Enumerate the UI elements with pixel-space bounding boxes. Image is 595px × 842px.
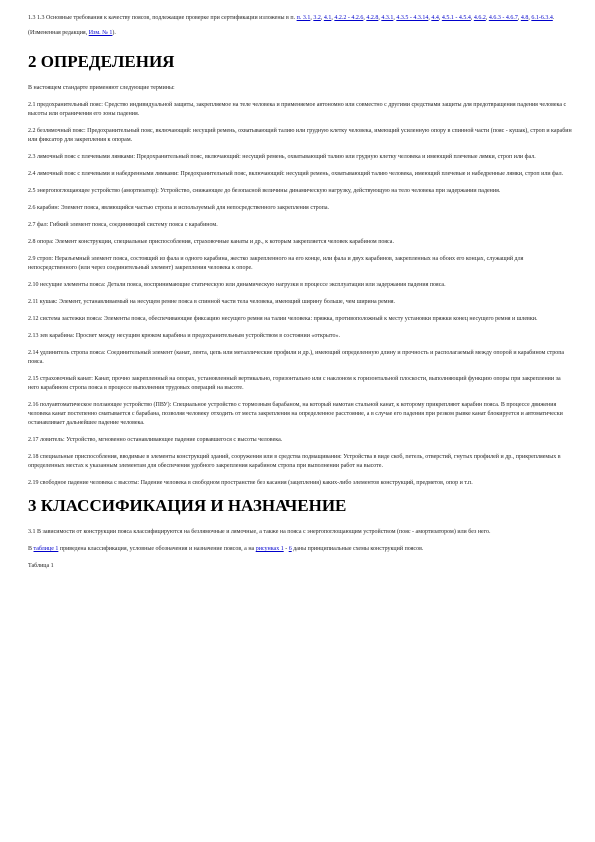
p2-dash: - (285, 546, 288, 552)
definition-term: предохранительный пояс: (37, 102, 103, 108)
ref-link-2[interactable]: 3.2 (313, 15, 321, 21)
definition-text: Элемент конструкции, специальные приспособления, страховочные канаты и др., к которым закрепляется человек карабином пояса. (55, 239, 394, 245)
definition-item (28, 298, 573, 307)
section-3-heading: 3 КЛАССИФИКАЦИЯ И НАЗНАЧЕНИЕ (28, 496, 347, 515)
definition-term: кушак: (39, 299, 58, 305)
definition-text: Элемент, устанавливаемый на несущем ремне пояса в спинной части тела человека, имеющий ширину больше, чем ширина ремня. (58, 299, 396, 305)
change-note-link[interactable]: Изм. № 1 (88, 30, 113, 36)
definition-item (28, 153, 573, 162)
definition-term: страховочный канат: (40, 376, 93, 382)
p2-mid: приведена классификация, условные обозначения и назначение поясов, а на (59, 546, 255, 552)
ref-link-11[interactable]: 4.6.3 - 4.6.7 (488, 15, 518, 21)
intro-paragraph: 1.3 1.3 Основные требования к качеству поясов, подлежащие проверке при сертификации изложены в п. п. 3.1, 3.2, 4.1, 4.2.2 - 4.2.6, 4.2.8, 4.3.1, 4.3.5 - 4.3.14, 4.4, 4.5.1 - 4.5.4, 4.6.2, 4.6.3 - 4.6.7, 4.8, 6.1-6.3.4. (28, 15, 555, 21)
definition-number: 2.5 (28, 188, 36, 194)
table-1-link[interactable]: таблице 1 (33, 546, 59, 552)
ref-link-7[interactable]: 4.3.5 - 4.3.14 (396, 15, 429, 21)
definition-item (28, 315, 573, 324)
definition-text: Устройство, мгновенно останавливающее падение сорвавшегося с высоты человека. (66, 437, 283, 443)
ref-link-9[interactable]: 4.5.1 - 4.5.4 (441, 15, 471, 21)
ref-link-10[interactable]: 4.6.2 (473, 15, 486, 21)
definition-term: фал: (37, 222, 49, 228)
ref-link-12[interactable]: 4.8 (520, 15, 529, 21)
definition-term: строп: (37, 256, 54, 262)
ref-link-1[interactable]: п. 3.1 (296, 15, 311, 21)
definition-text: Детали пояса, воспринимающие статическую или динамическую нагрузки в процессе эксплуатации или задержания падения пояса. (106, 282, 446, 288)
definition-number: 2.2 (28, 128, 36, 134)
definition-term: безлямочный пояс: (37, 128, 86, 134)
ref-link-8[interactable]: 4.4 (431, 15, 439, 21)
definition-item (28, 204, 573, 213)
ref-link-3[interactable]: 4.1 (323, 15, 332, 21)
definition-item (28, 255, 573, 273)
definition-item (28, 436, 573, 445)
definition-item (28, 127, 573, 145)
intro-text: 1.3 1.3 Основные требования к качеству поясов, подлежащие проверке при сертификации изложены в п. (28, 15, 296, 21)
definition-text: Средство индивидуальной защиты, закрепляемое на теле человека и применяемое автономно или совместно с другими средствами защиты для предотвращения падения человека с высоты или ограничения его зоны падения. (28, 102, 567, 117)
definition-number: 2.14 (28, 350, 39, 356)
definition-text: Гибкий элемент пояса, соединяющий систему пояса с карабином. (49, 222, 218, 228)
definition-number: 2.8 (28, 239, 36, 245)
definition-term: карабин: (37, 205, 60, 211)
definition-text: Канат, прочно закрепленный на опорах, установленный вертикально, горизонтально или с наклоном к горизонтальной плоскости, выполняющий функцию опоры при закреплении за него карабином стропа пояса в процессе выполнения трудовых операций на высоте. (28, 376, 561, 391)
definition-term: энергопоглощающее устройство (амортизатор): (37, 188, 159, 194)
definition-text: Предохранительный пояс, включающий: несущий ремень, охватывающий талию или грудную клетку человека и имеющий плечевые лямки, строп или фал. (136, 154, 536, 160)
figure-6-link[interactable]: 6 (288, 546, 292, 552)
definition-term: удлинитель стропа пояса: (40, 350, 106, 356)
figure-1-link[interactable]: рисунках 1 (255, 546, 284, 552)
definition-number: 2.4 (28, 171, 36, 177)
ref-link-4[interactable]: 4.2.2 - 4.2.6 (334, 15, 364, 21)
definition-text: Соединительный элемент (канат, лента, цепь или металлические профили и др.), имеющий определенную длину и прочность и располагаемый между опорой и карабином стропа пояса. (28, 350, 565, 365)
definition-number: 2.3 (28, 154, 36, 160)
definition-number: 2.1 (28, 102, 36, 108)
ref-link-6[interactable]: 4.3.1 (381, 15, 394, 21)
definition-item (28, 221, 573, 230)
definition-item (28, 479, 573, 488)
change-note-prefix: (Измененная редакция, (28, 30, 88, 36)
definition-number: 2.11 (28, 299, 39, 305)
definition-text: Просвет между несущим крюком карабина и предохранительным устройством в состоянии «открыто». (75, 333, 340, 339)
definition-term: свободное падение человека с высоты: (40, 480, 140, 486)
definition-term: зев карабина: (40, 333, 75, 339)
definition-number: 2.9 (28, 256, 36, 262)
definition-text: Элемент пояса, являющийся частью стропа и используемый для непосредственного закрепления стропа. (60, 205, 330, 211)
ref-link-5[interactable]: 4.2.8 (366, 15, 379, 21)
definition-text: Предохранительный пояс, включающий: несущий ремень, охватывающий талию или грудную клетку человека, имеющий усиленную опору в спинной части (пояс - кушак), строп и карабин или фиксатор для закрепления к опорам. (28, 128, 572, 143)
definition-number: 2.17 (28, 437, 39, 443)
definition-term: специальные приспособления, вводимые в элементы конструкций зданий, сооружения или в средства подмащивания: (40, 454, 342, 460)
definition-item (28, 349, 573, 367)
definition-number: 2.7 (28, 222, 36, 228)
definition-term: опора: (37, 239, 54, 245)
definition-text: Неразъемный элемент пояса, состоящий из фала и одного карабина, жестко закрепленного на его конце, или фала и двух карабинов, закрепленных на обоих его концах, служащий для непосредственного (или через соединительный элемент) закрепления человека к опоре. (28, 256, 524, 271)
definition-item (28, 281, 573, 290)
ref-link-13[interactable]: 6.1-6.3.4 (531, 15, 553, 21)
definition-term: полуавтоматическое ползающее устройство (ПВУ): (40, 402, 172, 408)
definition-term: ловитель: (40, 437, 65, 443)
section-2-lead: В настоящем стандарте применяют следующие термины: (28, 85, 175, 91)
definition-item (28, 332, 573, 341)
definition-item (28, 187, 573, 196)
definition-text: Устройство, снижающее до безопасной величины динамическую нагрузку, действующую на тело человека при задержании падения. (160, 188, 501, 194)
definition-item (28, 453, 573, 471)
table-caption: Таблица 1 (28, 563, 54, 569)
definition-text: Падение человека в свободном пространстве без касания (зацепления) каких-либо элементов конструкций, предметов, опор и т.п. (140, 480, 473, 486)
definition-item (28, 375, 573, 393)
definition-number: 2.15 (28, 376, 39, 382)
definition-item (28, 170, 573, 179)
definition-number: 2.13 (28, 333, 39, 339)
definition-number: 2.19 (28, 480, 39, 486)
definition-text: Специальное устройство с тормозным барабаном, на который намотан стальной канат, к которому прикрепляют карабин пояса. В процессе движения человека канат постепенно сматывается с барабана, позволяя человеку отходить от места закрепления на определенное расстояние, а в случае его падения при резком рывке канат блокируется и автоматически останавливает дальнейшее падение человека. (28, 402, 563, 426)
definition-term: лямочный пояс с плечевыми лямками: (37, 154, 136, 160)
terms-list (28, 101, 573, 488)
definition-number: 2.18 (28, 454, 39, 460)
definition-term: система застежки пояса: (40, 316, 103, 322)
definition-number: 2.16 (28, 402, 39, 408)
change-note-suffix: ). (112, 30, 116, 36)
section-3-paragraph-2 (28, 545, 573, 554)
definition-number: 2.6 (28, 205, 36, 211)
definition-term: несущие элементы пояса: (40, 282, 106, 288)
section-3-paragraph-1: 3.1 В зависимости от конструкции пояса классифицируются на безлямочные и лямочные, а также на пояса с энергопоглощающим устройством (пояс - амортизатором) или без него. (28, 529, 491, 535)
change-note (28, 29, 573, 38)
definition-text: Предохранительный пояс, включающий: несущий ремень, охватывающий талию человека, имеющий плечевые и набедренные лямки, строп или фал. (180, 171, 564, 177)
definition-text: Элементы пояса, обеспечивающие фиксацию несущего ремня на талии человека: пряжка, противоположный к месту установки пряжки конец несущего ремня и шлевки. (103, 316, 538, 322)
definition-number: 2.12 (28, 316, 39, 322)
definition-item (28, 238, 573, 247)
definition-text: Устройства в виде скоб, петель, отверстий, гнутых профилей и др., прикрепляемых в определенных местах к указанным элементам для обеспечения удобного закрепления карабином стропа при выполнении работ на высоте. (28, 454, 561, 469)
p2-post: даны принципиальные схемы конструкций поясов. (293, 546, 424, 552)
definition-item (28, 401, 573, 428)
definition-number: 2.10 (28, 282, 39, 288)
definition-term: лямочный пояс с плечевыми и набедренными лямками: (37, 171, 179, 177)
definition-item (28, 101, 573, 119)
section-2-heading: 2 ОПРЕДЕЛЕНИЯ (28, 52, 175, 71)
p2-pre: В (28, 546, 33, 552)
